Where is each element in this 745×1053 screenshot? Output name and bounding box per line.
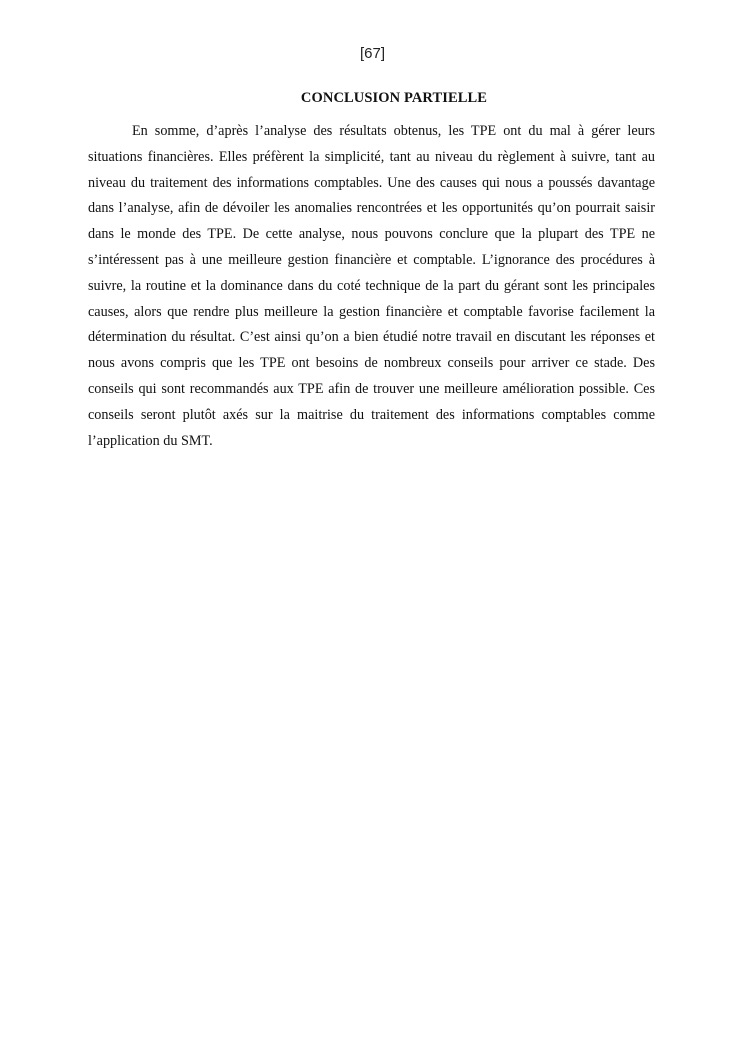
body-paragraph: En somme, d’après l’analyse des résultats obtenus, les TPE ont du mal à gérer leurs situations financières. Elles préfèrent la simplicité, tant au niveau du règlement à suivre, tant au niveau du traitement des informations comptables. Une des causes qui nous a poussés davantage dans l’analyse, afin de dévoiler les anomalies rencontrées et les opportunités qu’on pourrait saisir dans le monde des TPE. De cette analyse, nous pouvons conclure que la plupart des TPE ne s’intéressent pas à une meilleure gestion financière et comptable. L’ignorance des procédures à suivre, la routine et la dominance dans du coté technique de la part du gérant sont les principales causes, alors que rendre plus meilleure la gestion financière et comptable favorise facilement la détermination du résultat. C’est ainsi qu’on a bien étudié notre travail en discutant les réponses et nous avons compris que les TPE ont besoins de nombreux conseils pour arriver ce stade. Des conseils qui sont recommandés aux TPE afin de trouver une meilleure amélioration possible. Ces conseils seront plutôt axés sur la maitrise du traitement des informations comptables comme l’application du SMT.	[88, 123, 655, 449]
section-title: CONCLUSION PARTIELLE	[300, 90, 488, 106]
page-number: [67]	[359, 45, 386, 62]
